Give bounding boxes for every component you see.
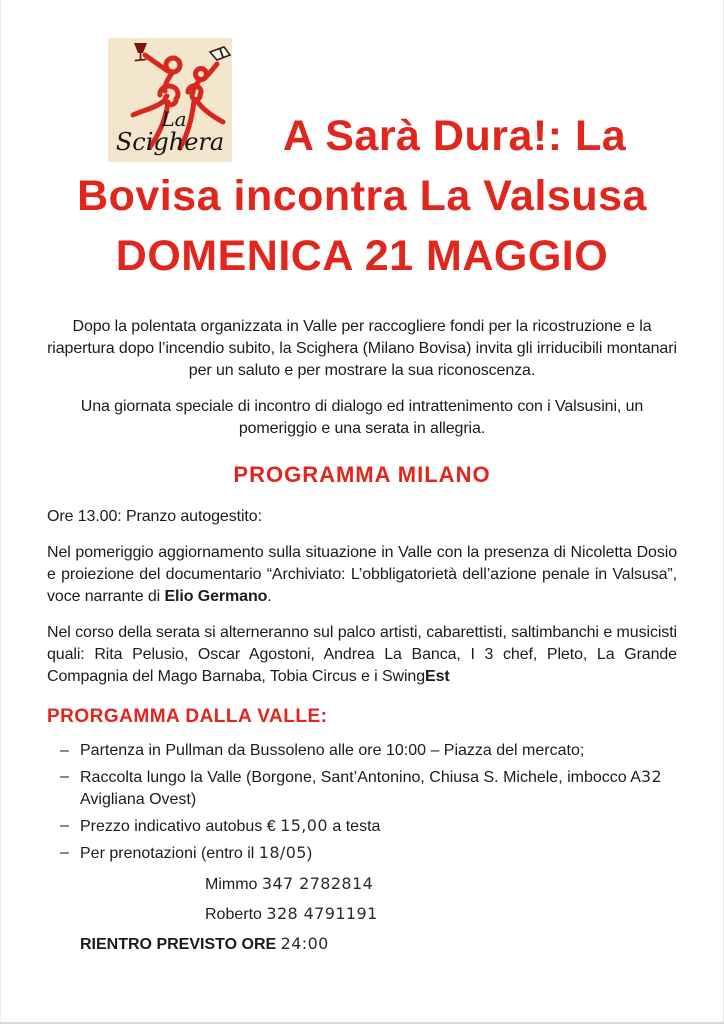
intro-paragraph-1: Dopo la polentata organizzata in Valle per raccogliere fondi per la ricostruzione e la riapertura dopo l’incendio subito, la Scighera (Milano Bovisa) invita gli irriducibili montanari per un saluto e per mostrare la sua riconoscenza.: [47, 318, 677, 379]
text-segment: Nel pomeriggio aggiornamento sulla situazione in Valle con la presenza di Nicoletta Dosio e proiezione del documentario “Archiviato: L’obbligatorietà dell’azione penale in Valsusa”, voce narrante di: [47, 544, 677, 605]
bullet-text: [80, 740, 677, 762]
contact-mimmo: [205, 873, 677, 896]
text-segment: a testa: [327, 818, 381, 835]
text-segment: Prezzo indicativo autobus €: [80, 818, 281, 835]
text-segment: ): [306, 845, 313, 862]
text-segment: Nel corso della serata si alterneranno sul palco artisti, cabarettisti, saltimbanchi e musicisti quali: Rita Pelusio, Oscar Agostoni, Andrea La Banca, I 3 chef, Pleto, La Grande Compagnia del Mago Barnaba, Tobia Circus e i Swing: [47, 624, 677, 685]
text-segment: 24:00: [280, 934, 329, 953]
bullet-dash: –: [60, 817, 69, 834]
text-segment: Avigliana Ovest): [80, 791, 197, 808]
text-segment: Partenza in Pullman da Bussoleno alle ore 10:00 – Piazza del mercato;: [80, 742, 585, 759]
list-item: [60, 842, 677, 865]
la-scighera-logo: [108, 38, 232, 162]
text-segment: Roberto: [205, 906, 267, 923]
bullet-dash: –: [60, 768, 69, 785]
title-line-2: Bovisa incontra La Valsusa: [77, 172, 647, 220]
return-time-line: [47, 933, 677, 956]
text-segment: Mimmo: [205, 876, 262, 893]
afternoon-paragraph: [47, 542, 677, 608]
contacts-block: [47, 873, 677, 926]
intro-paragraph-2: Una giornata speciale di incontro di dialogo ed intrattenimento con i Valsusini, un pomeriggio e una serata in allegria.: [80, 398, 644, 437]
heading-programma-milano: PROGRAMMA MILANO: [233, 462, 491, 487]
heading-programma-valle: PRORGAMMA DALLA VALLE:: [47, 706, 328, 727]
flyer-header: [47, 0, 677, 286]
text-segment: Elio Germano: [164, 588, 268, 605]
contact-roberto: [205, 903, 677, 926]
text-segment: 15,00: [280, 816, 328, 835]
lunch-line: Ore 13.00: Pranzo autogestito:: [47, 508, 262, 525]
text-segment: 328 4791191: [266, 904, 378, 923]
text-segment: 347 2782814: [261, 874, 374, 893]
bullet-dash: –: [60, 742, 69, 759]
bullet-text: [80, 766, 677, 811]
dancers-logo-image: [108, 38, 232, 162]
list-item: [60, 766, 677, 811]
text-segment: 18/05: [258, 843, 307, 862]
logo-text-la: La: [161, 107, 187, 131]
title-line-3: DOMENICA 21 MAGGIO: [115, 232, 609, 280]
logo-text-scighera: Scighera: [115, 128, 225, 156]
text-segment: Est: [425, 668, 450, 685]
text-segment: Raccolta lungo la Valle (Borgone, Sant’Antonino, Chiusa S. Michele, imbocco A: [80, 769, 641, 786]
title-line-1: A Sarà Dura!: La: [282, 112, 627, 160]
text-segment: Per prenotazioni (entro il: [80, 845, 259, 862]
text-segment: RIENTRO PREVISTO ORE: [80, 936, 281, 953]
list-item: [60, 740, 677, 762]
evening-paragraph: [47, 622, 677, 688]
bullet-text: [80, 842, 677, 865]
list-item: [60, 815, 677, 838]
bullet-dash: –: [60, 844, 69, 861]
text-segment: .: [267, 588, 272, 605]
text-segment: 32: [640, 767, 663, 786]
valle-bullet-list: [47, 740, 677, 865]
bullet-text: [80, 815, 677, 838]
